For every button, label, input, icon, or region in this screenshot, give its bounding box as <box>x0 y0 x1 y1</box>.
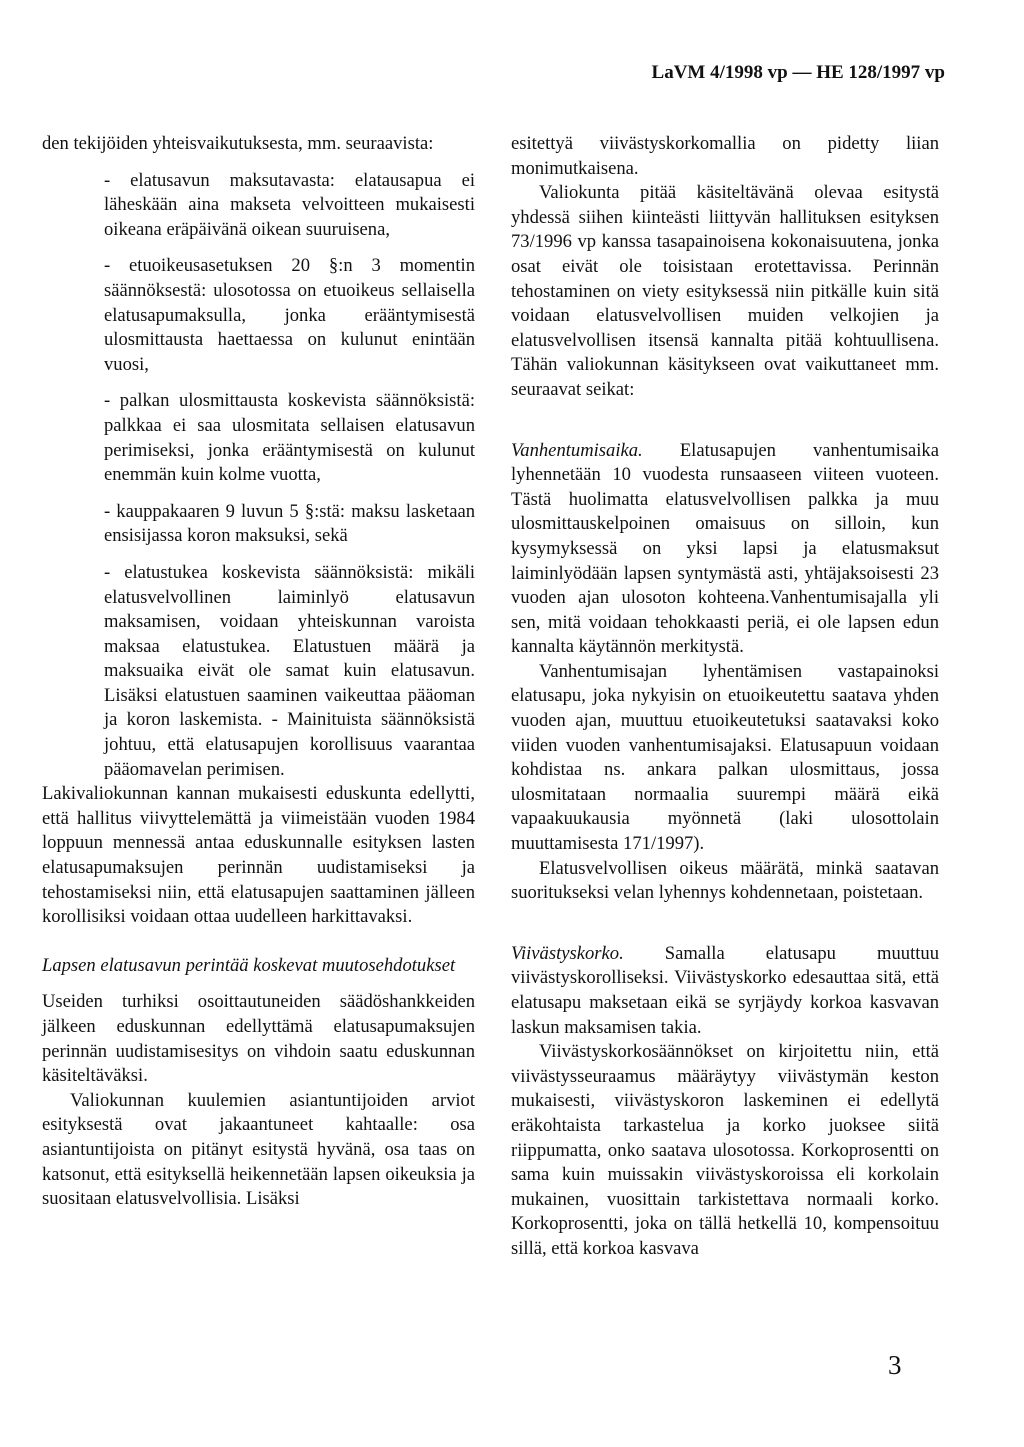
page-number: 3 <box>888 1350 902 1380</box>
paragraph: Viivästyskorkosäännökset on kirjoitettu niin, että viivästysseuraamus määräytyy viivästymän keston mukaisesti, viivästyskoron laskeminen ei edellytä eräkohtaista tarkastelua ja korko juoksee siitä riippumatta, onko saatava ulosotossa. Korkoprosentti on sama kuin muissakin viivästyskoroissa eli korkolain mukainen, vuosittain tarkistettava normaali korko. Korkoprosentti, joka on tällä hetkellä 10, kompensoituu sillä, että korkoa kasvava <box>511 1041 939 1259</box>
paragraph: Vanhentumisajan lyhentämisen vastapainoksi elatusapu, joka nykyisin on etuoikeutettu saatava yhden vuoden ajan, muuttuu etuoikeutetuksi saatavaksi koko viiden vuoden vanhentumisajaksi. Elatusapuun voidaan kohdistaa ns. ankara palkan ulosmittaus, jossa ulosmitataan normaalia suurempi määrä eikä vapaakuukausia myönnetä (laki ulosottolain muuttamisesta 171/1997). <box>511 660 939 855</box>
paragraph <box>511 439 939 660</box>
run-in-heading: Viivästyskorko. <box>511 942 624 964</box>
paragraph: Valiokunta pitää käsiteltävänä olevaa esitystä yhdessä siihen kiinteästi liittyvän hallituksen esityksen 73/1996 vp kanssa tasapainoisena kokonaisuutena, jonka osat eivät ole toisistaan erotettavissa. Perinnän tehostaminen on viety esityksessä niin pitkälle kuin sitä voidaan elatusvelvollisen muiden velkojien ja elatusvelvollisen itsensä kannalta pitää kohtuullisena. Tähän valiokunnan käsitykseen ovat vaikuttaneet mm. seuraavat seikat: <box>511 182 939 400</box>
paragraph: esitettyä viivästyskorkomallia on pidetty liian monimutkaisena. <box>511 133 939 179</box>
paragraph: Useiden turhiksi osoittautuneiden säädöshankkeiden jälkeen eduskunnan edellyttämä elatusapumaksujen perinnän uudistamisesitys on vihdoin saatu eduskunnan käsiteltäväksi. <box>42 991 475 1087</box>
run-in-heading: Vanhentumisaika. <box>511 439 643 461</box>
paragraph: Lakivaliokunnan kannan mukaisesti eduskunta edellytti, että hallitus viivyttelemättä ja viimeistään vuoden 1984 loppuun mennessä antaa eduskunnalle esityksen lasten elatusapumaksujen perinnän uudistamiseksi ja tehostamiseksi niin, että elatusapujen saattaminen jälleen korollisiksi voidaan ottaa uudelleen harkittavaksi. <box>42 783 475 928</box>
list-item: - elatusavun maksutavasta: elatausapua ei läheskään aina makseta velvoitteen mukaisesti oikeana eräpäivänä oikean suuruisena, <box>104 169 475 240</box>
section-heading: Lapsen elatusavun perintää koskevat muutosehdotukset <box>42 954 456 976</box>
list-item: - etuoikeusasetuksen 20 §:n 3 momentin säännöksestä: ulosotossa on etuoikeus sellaisella elatusapumaksulla, jonka erääntymisestä ulosmittausta haettaessa on kulunut enintään vuosi, <box>104 255 475 375</box>
running-header: LaVM 4/1998 vp — HE 128/1997 vp <box>651 62 945 83</box>
paragraph-text: Samalla elatusapu muuttuu viivästyskorolliseksi. Viivästyskorko edesauttaa sitä, että elatusapu maksetaan eikä se syrjäydy korkoa kasvavan laskun maksamisen takia. <box>511 942 939 1038</box>
paragraph: Elatusvelvollisen oikeus määrätä, minkä saatavan suoritukseksi velan lyhennys kohdennetaan, poistetaan. <box>511 857 939 904</box>
paragraph-text: Elatusapujen vanhentumisaika lyhennetään 10 vuodesta runsaaseen viiteen vuoteen. Tästä huolimatta elatusvelvollisen palkka ja muu ulosmittauskelpoinen omaisuus on silloin, kun kysymyksessä on yksi lapsi ja elatusmaksut laiminlyödään lapsen syntymästä asti, yhtäjaksoisesti 23 vuoden ajan ulosoton kohteena.Vanhentumisajalla yli sen, mitä voidaan tehokkaasti periä, ei ole lapsen edun kannalta käytännön merkitystä. <box>511 439 939 658</box>
intro-text: den tekijöiden yhteisvaikutuksesta, mm. seuraavista: <box>42 133 434 154</box>
paragraph <box>511 942 939 1040</box>
list-item: - palkan ulosmittausta koskevista säännöksistä: palkkaa ei saa ulosmitata sellaisen elatusavun perimiseksi, jonka erääntymisestä on kulunut enemmän kuin kolme vuotta, <box>104 390 475 486</box>
list-item: - elatustukea koskevista säännöksistä: mikäli elatusvelvollinen laiminlyö elatusavun maksamisen, voidaan yhteiskunnan varoista maksaa elatustukea. Elatustuen määrä ja maksuaika eivät ole samat kuin elatusavun. Lisäksi elatustuen saaminen vaikeuttaa pääoman ja koron laskemista. - Mainituista säännöksistä johtuu, että elatusapujen korollisuus vaarantaa pääomavelan perimisen. <box>104 561 475 780</box>
right-column <box>511 132 939 1262</box>
left-column <box>42 132 475 1212</box>
paragraph: Valiokunnan kuulemien asiantuntijoiden arviot esityksestä ovat jakaantuneet kahtaalle: osa asiantuntijoista on pitänyt esitystä hyvänä, osa taas on katsonut, että esityksellä heikennetään lapsen oikeuksia ja suositaan elatusvelvollisia. Lisäksi <box>42 1089 475 1210</box>
list-item: - kauppakaaren 9 luvun 5 §:stä: maksu lasketaan ensisijassa koron maksuksi, sekä <box>104 500 475 547</box>
